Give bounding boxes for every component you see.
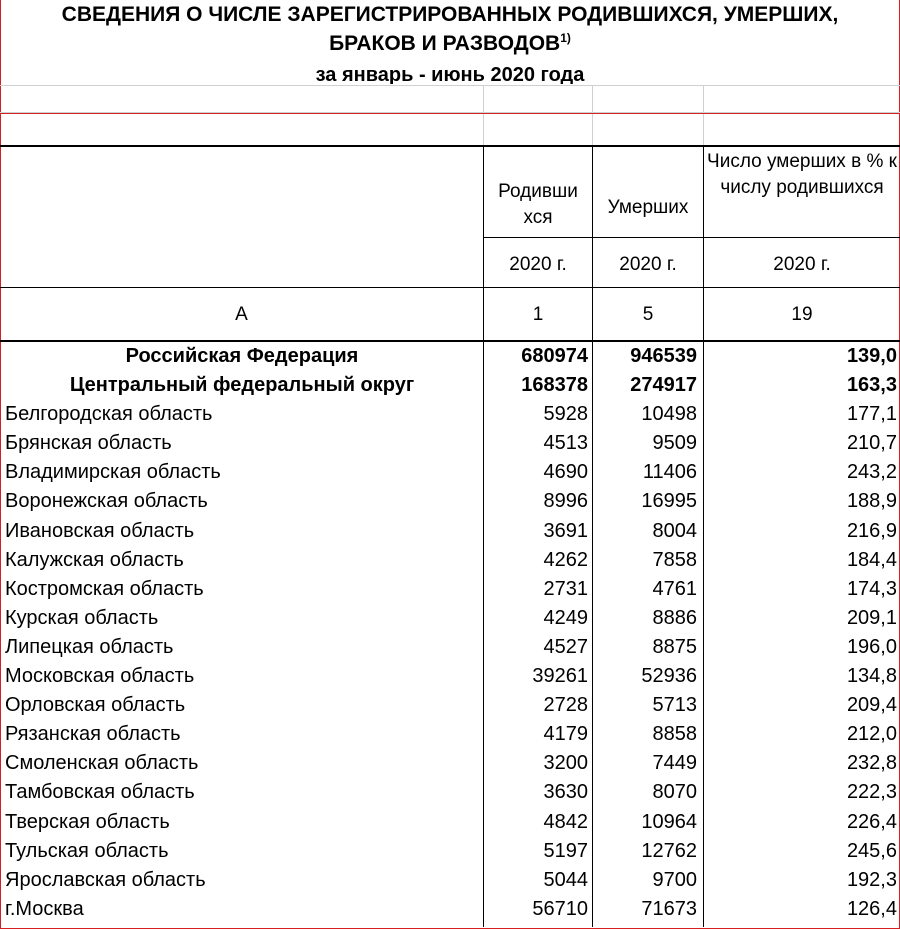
table-row [0,691,900,720]
region-name: Рязанская область [5,723,181,746]
ratio-value: 126,4 [846,897,897,920]
region-name: Костромская область [5,577,204,600]
table-row [0,604,900,633]
table-row [0,895,900,924]
births-value: 3200 [543,752,588,775]
header-num-5: 5 [642,304,654,325]
region-name: Тверская область [5,810,170,833]
title-line-1: СВЕДЕНИЯ О ЧИСЛЕ ЗАРЕГИСТРИРОВАННЫХ РОДИВШИХСЯ, УМЕРШИХ, [61,3,839,26]
title-footnote: 1) [560,31,571,45]
region-name: Ивановская область [5,519,195,542]
ratio-value: 177,1 [846,403,897,426]
table-row [0,720,900,749]
births-value: 8996 [543,490,588,513]
deaths-value: 9700 [652,868,697,891]
region-name: Владимирская область [5,461,221,484]
births-value: 56710 [532,897,588,920]
deaths-value: 16995 [641,490,697,513]
deaths-value: 7858 [652,548,697,571]
table-row [0,866,900,895]
header-year-died: 2020 г. [619,254,677,275]
births-value: 39261 [532,665,588,688]
births-value: 4179 [543,723,588,746]
table-row [0,458,900,487]
deaths-value: 8004 [652,519,697,542]
ratio-value: 184,4 [846,548,897,571]
header-died: Умерших [607,197,689,218]
deaths-value: 8886 [652,606,697,629]
births-value: 4513 [543,432,588,455]
title-line-2-text: БРАКОВ И РАЗВОДОВ [329,32,561,55]
title-period: за январь - июнь 2020 года [315,64,585,84]
region-name: Российская Федерация [125,345,359,367]
deaths-value: 274917 [630,374,697,397]
deaths-value: 5713 [652,694,697,717]
deaths-value: 10498 [641,403,697,426]
table-row [0,575,900,604]
births-value: 680974 [521,345,588,367]
header-num-1: 1 [532,304,544,325]
region-name: Тульская область [5,839,169,862]
ratio-value: 174,3 [846,577,897,600]
ratio-value: 226,4 [846,810,897,833]
ratio-value: 192,3 [846,868,897,891]
deaths-value: 8070 [652,781,697,804]
ratio-value: 243,2 [846,461,897,484]
ratio-value: 188,9 [846,490,897,513]
ratio-value: 222,3 [846,781,897,804]
deaths-value: 946539 [630,345,697,367]
table-row [0,487,900,516]
header-num-a: А [235,304,248,325]
ratio-value: 216,9 [846,519,897,542]
ratio-value: 209,4 [846,694,897,717]
header-born: Родивши хся [498,181,578,228]
deaths-value: 8875 [652,635,697,658]
table-row [0,371,900,400]
table-header [0,145,900,342]
births-value: 3630 [543,781,588,804]
births-value: 4842 [543,810,588,833]
table-row [0,400,900,429]
table-row [0,662,900,691]
table-row [0,749,900,778]
ratio-value: 212,0 [846,723,897,746]
deaths-value: 4761 [652,577,697,600]
births-value: 3691 [543,519,588,542]
region-name: Тамбовская область [5,781,195,804]
region-name: Московская область [5,665,195,688]
region-name: Воронежская область [5,490,208,513]
table-row [0,546,900,575]
header-ratio: Число умерших в % к числу родившихся [707,151,897,198]
births-value: 4249 [543,606,588,629]
table-row [0,342,900,371]
deaths-value: 12762 [641,839,697,862]
ratio-value: 196,0 [846,635,897,658]
table-row [0,633,900,662]
header-year-ratio: 2020 г. [773,254,831,275]
table-row [0,429,900,458]
ratio-value: 163,3 [846,374,897,397]
red-separator [0,113,900,114]
empty-grid-rows [0,85,900,146]
region-name: Орловская область [5,694,186,717]
births-value: 2728 [543,694,588,717]
births-value: 4527 [543,635,588,658]
ratio-value: 134,8 [846,665,897,688]
region-name: Ярославская область [5,868,206,891]
data-table-body [0,342,900,924]
births-value: 168378 [521,374,588,397]
ratio-value: 139,0 [846,345,897,367]
table-row [0,517,900,546]
header-year-born: 2020 г. [509,254,567,275]
title-line-2 [0,31,900,57]
region-name: Брянская область [5,432,172,455]
table-row [0,778,900,807]
ratio-value: 245,6 [846,839,897,862]
header-num-19: 19 [791,304,813,325]
deaths-value: 9509 [652,432,697,455]
ratio-value: 210,7 [846,432,897,455]
births-value: 5928 [543,403,588,426]
ratio-value: 232,8 [846,752,897,775]
table-row [0,808,900,837]
table-row [0,837,900,866]
births-value: 4262 [543,548,588,571]
region-name: Центральный федеральный округ [69,374,415,397]
ratio-value: 209,1 [846,606,897,629]
deaths-value: 71673 [641,897,697,920]
region-name: Смоленская область [5,752,199,775]
births-value: 5197 [543,839,588,862]
deaths-value: 11406 [642,461,697,484]
deaths-value: 8858 [652,723,697,746]
region-name: Калужская область [5,548,184,571]
region-name: Липецкая область [5,635,174,658]
region-name: Белгородская область [5,403,213,426]
deaths-value: 10964 [641,810,697,833]
births-value: 2731 [543,577,588,600]
region-name: г.Москва [5,897,84,920]
region-name: Курская область [5,606,159,629]
deaths-value: 52936 [641,665,697,688]
births-value: 5044 [543,868,588,891]
deaths-value: 7449 [652,752,697,775]
births-value: 4690 [543,461,588,484]
